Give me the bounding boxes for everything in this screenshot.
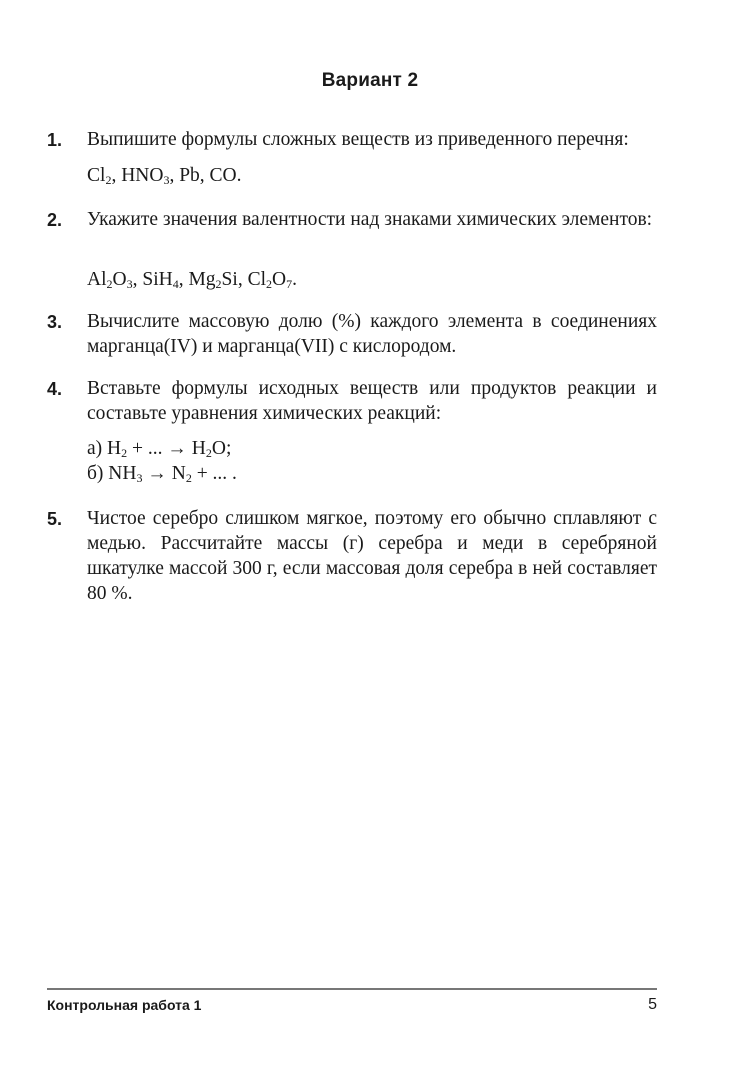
task-number: 5.: [47, 509, 63, 529]
task-number: 2.: [47, 210, 63, 230]
footer-divider: [47, 988, 657, 990]
task-2-formula: $Al_2O_3$, SiH$_4$, $Mg_2Si$, $Cl_2O_7$.: [87, 269, 297, 291]
task-text: Выпишите формулы сложных веществ из приведенного перечня:: [87, 129, 629, 150]
task-text: Вычислите массовую долю (%) каждого элемента в соединениях марганца(IV) и марганца(VII) с кислородом.: [87, 311, 657, 357]
page-number: 5: [648, 996, 657, 1013]
task-text: Вставьте формулы исходных веществ или продуктов реакции и составьте уравнения химических реакций:: [87, 378, 657, 424]
task-4-equation-a: а) $H_2$ + ... → $H_2O$;: [87, 438, 232, 460]
page-title: Вариант 2: [321, 70, 419, 91]
task-1-formula: $Cl_2$, $HNO_3$, Pb, CO.: [87, 165, 242, 187]
task-number: 4.: [47, 379, 63, 399]
task-number: 3.: [47, 312, 63, 332]
task-number: 1.: [47, 130, 63, 150]
task-4-equation-b: б) $NH_3 \to N_2$ + ... .: [87, 463, 237, 485]
task-text: Укажите значения валентности над знаками химических элементов:: [87, 209, 653, 230]
footer-section-title: Контрольная работа 1: [47, 997, 202, 1013]
task-text: Чистое серебро слишком мягкое, поэтому его обычно сплавляют с медью. Рассчитайте массы (г) серебра и меди в серебряной шкатулке массой 300 г, если массовая доля серебра в ней составляет 80 %.: [87, 508, 657, 604]
